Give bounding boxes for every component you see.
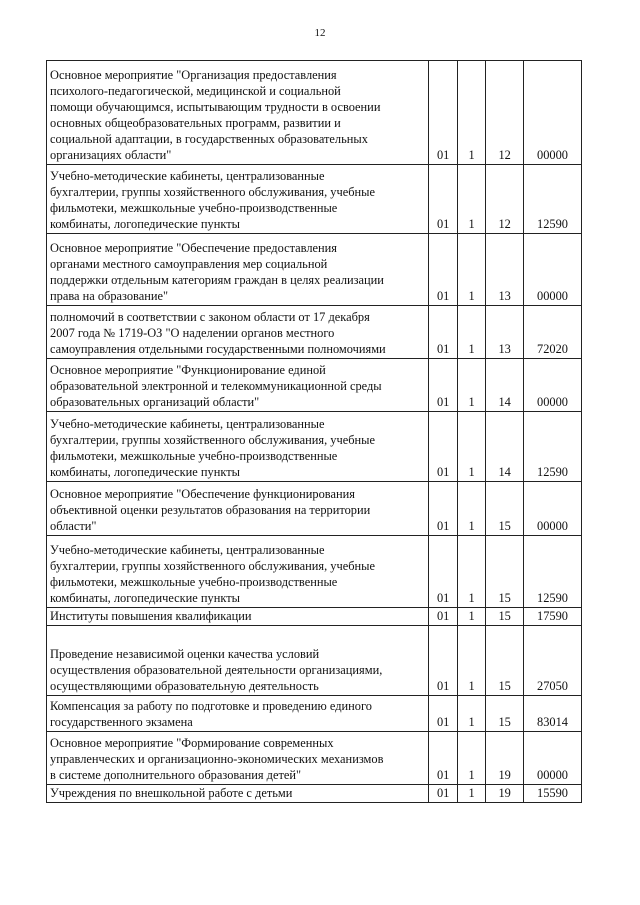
code-subprogram: 1 (457, 482, 485, 536)
code-activity: 14 (486, 412, 524, 482)
row-description: Основное мероприятие "Обеспечение предоставления органами местного самоуправления мер социальной поддержки отдельным категориям граждан в целях реализации права на образование" (47, 234, 429, 306)
code-subprogram: 1 (457, 732, 485, 785)
code-activity: 15 (486, 482, 524, 536)
code-subprogram: 1 (457, 61, 485, 165)
code-activity: 19 (486, 785, 524, 803)
code-subprogram: 1 (457, 306, 485, 359)
code-program: 01 (429, 412, 457, 482)
code-activity: 12 (486, 61, 524, 165)
code-program: 01 (429, 536, 457, 608)
code-program: 01 (429, 696, 457, 732)
code-program: 01 (429, 359, 457, 412)
row-description: Основное мероприятие "Формирование современных управленческих и организационно-экономических механизмов в системе дополнительного образования детей" (47, 732, 429, 785)
code-activity: 14 (486, 359, 524, 412)
code-direction: 12590 (523, 536, 581, 608)
table-row (47, 165, 582, 234)
code-direction: 12590 (523, 412, 581, 482)
code-subprogram: 1 (457, 696, 485, 732)
code-activity: 15 (486, 536, 524, 608)
code-direction: 72020 (523, 306, 581, 359)
code-subprogram: 1 (457, 165, 485, 234)
table-row (47, 359, 582, 412)
row-description: Учебно-методические кабинеты, централизованные бухгалтерии, группы хозяйственного обслуживания, учебные фильмотеки, межшкольные учебно-производственные комбинаты, логопедические пункты (47, 536, 429, 608)
code-program: 01 (429, 785, 457, 803)
table-row (47, 234, 582, 306)
row-description: Учебно-методические кабинеты, централизованные бухгалтерии, группы хозяйственного обслуживания, учебные фильмотеки, межшкольные учебно-производственные комбинаты, логопедические пункты (47, 412, 429, 482)
code-activity: 13 (486, 234, 524, 306)
code-direction: 27050 (523, 626, 581, 696)
code-program: 01 (429, 608, 457, 626)
code-activity: 19 (486, 732, 524, 785)
row-description: Основное мероприятие "Функционирование единой образовательной электронной и телекоммуникационной среды образовательных организаций области" (47, 359, 429, 412)
table-row (47, 696, 582, 732)
table-row (47, 626, 582, 696)
table-row (47, 306, 582, 359)
code-subprogram: 1 (457, 234, 485, 306)
table-row (47, 785, 582, 803)
table-row (47, 732, 582, 785)
code-program: 01 (429, 732, 457, 785)
code-subprogram: 1 (457, 608, 485, 626)
code-program: 01 (429, 165, 457, 234)
code-program: 01 (429, 306, 457, 359)
code-subprogram: 1 (457, 536, 485, 608)
row-description: Основное мероприятие "Обеспечение функционирования объективной оценки результатов образования на территории области" (47, 482, 429, 536)
code-program: 01 (429, 482, 457, 536)
code-direction: 17590 (523, 608, 581, 626)
row-description: Основное мероприятие "Организация предоставления психолого-педагогической, медицинской и социальной помощи обучающимся, испытывающим трудности в освоении основных общеобразовательных программ, развитии и социальной адаптации, в государственных образовательных организациях области" (47, 61, 429, 165)
row-description: Институты повышения квалификации (47, 608, 429, 626)
table-row (47, 482, 582, 536)
table-row (47, 61, 582, 165)
row-description: полномочий в соответствии с законом области от 17 декабря 2007 года № 1719-ОЗ "О наделении органов местного самоуправления отдельными государственными полномочиями (47, 306, 429, 359)
code-direction: 15590 (523, 785, 581, 803)
code-direction: 00000 (523, 732, 581, 785)
row-description: Проведение независимой оценки качества условий осуществления образовательной деятельности организациями, осуществляющими образовательную деятельность (47, 626, 429, 696)
code-subprogram: 1 (457, 626, 485, 696)
code-subprogram: 1 (457, 359, 485, 412)
table-row (47, 412, 582, 482)
code-program: 01 (429, 234, 457, 306)
table-row (47, 536, 582, 608)
code-activity: 15 (486, 608, 524, 626)
table-row (47, 608, 582, 626)
page-number: 12 (314, 27, 326, 39)
row-description: Компенсация за работу по подготовке и проведению единого государственного экзамена (47, 696, 429, 732)
code-program: 01 (429, 61, 457, 165)
code-direction: 00000 (523, 359, 581, 412)
row-description: Учебно-методические кабинеты, централизованные бухгалтерии, группы хозяйственного обслуживания, учебные фильмотеки, межшкольные учебно-производственные комбинаты, логопедические пункты (47, 165, 429, 234)
code-subprogram: 1 (457, 785, 485, 803)
code-activity: 15 (486, 626, 524, 696)
code-direction: 00000 (523, 61, 581, 165)
code-activity: 13 (486, 306, 524, 359)
code-direction: 00000 (523, 482, 581, 536)
code-program: 01 (429, 626, 457, 696)
code-direction: 12590 (523, 165, 581, 234)
code-activity: 15 (486, 696, 524, 732)
code-direction: 00000 (523, 234, 581, 306)
budget-classification-table (46, 60, 582, 803)
code-subprogram: 1 (457, 412, 485, 482)
row-description: Учреждения по внешкольной работе с детьми (47, 785, 429, 803)
code-activity: 12 (486, 165, 524, 234)
code-direction: 83014 (523, 696, 581, 732)
